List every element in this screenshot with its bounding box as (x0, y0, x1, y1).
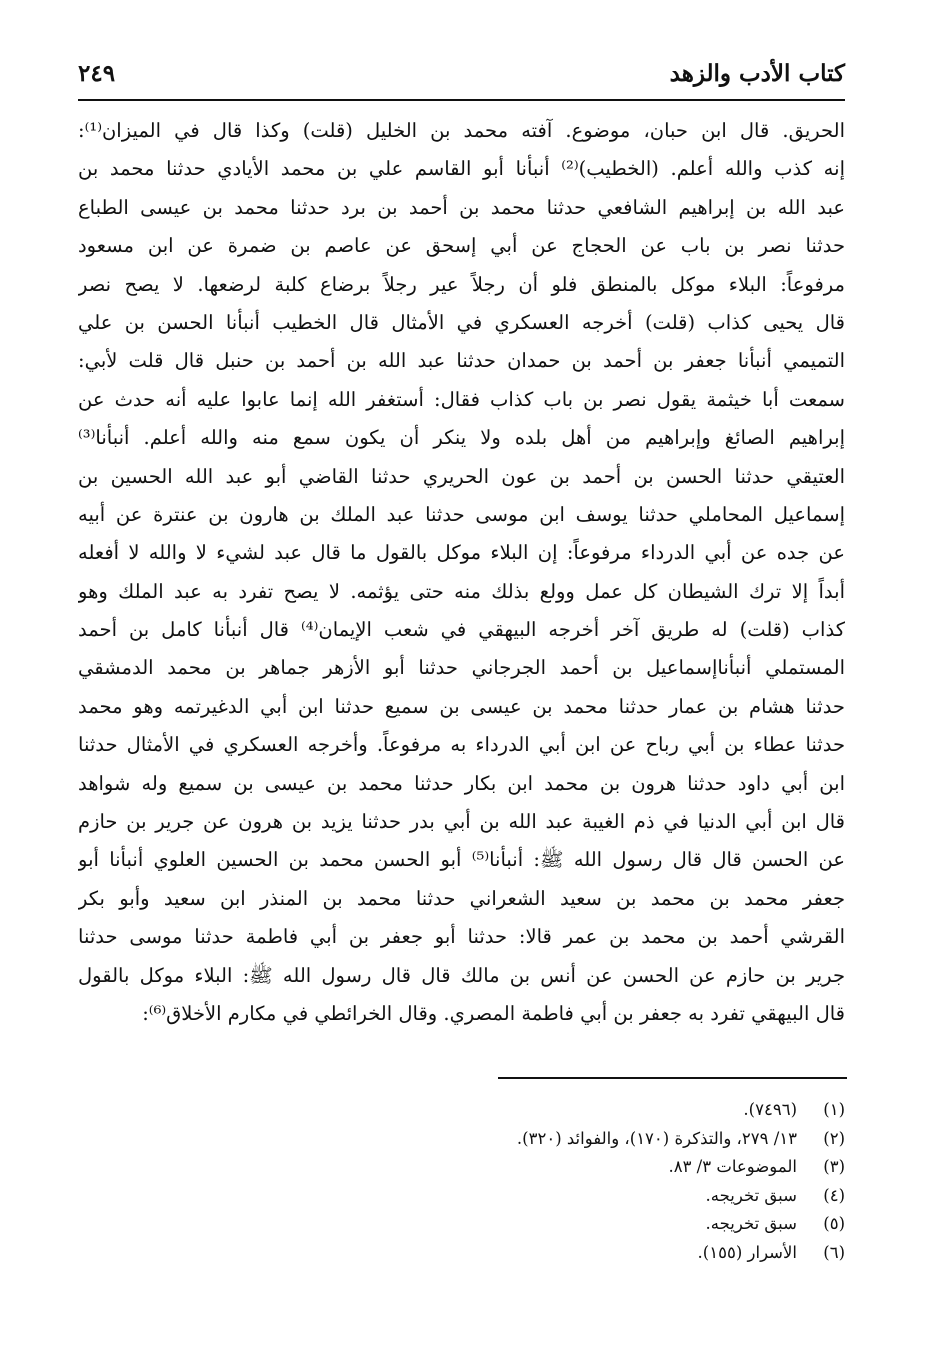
footnote-text: الموضوعات ٣/ ٨٣. (668, 1157, 797, 1176)
footnote-number: (٢) (823, 1128, 845, 1148)
footnote-number: (٤) (823, 1185, 845, 1205)
footnote-number: (٥) (823, 1214, 845, 1233)
text-line: الحريق. قال ابن حبان، موضوع. آفته محمد بن الخليل (قلت) وكذا قال في الميزان⁽¹⁾: (78, 119, 845, 142)
text-line: حدثنا هشام بن عمار حدثنا محمد بن عيسى بن سميع حدثنا ابن أبي الدغيرتمه وهو محمد (78, 694, 845, 718)
page-header (78, 56, 845, 96)
footnote (345, 1125, 845, 1154)
footnote (345, 1210, 845, 1239)
text-line: جرير بن حازم عن الحسن عن أنس بن مالك قال قال رسول الله ﷺ: البلاء موكل بالقول (78, 963, 845, 987)
footnote-text: سبق تخريجه. (705, 1214, 797, 1233)
text-line: إسماعيل المحاملي حدثنا يوسف ابن موسى حدثنا عبد الملك بن هارون بن عنترة عن أبيه (78, 502, 845, 526)
text-line: حدثنا عطاء بن أبي رباح عن ابن أبي الدرداء به مرفوعاً. وأخرجه العسكري في الأمثال حدثنا (78, 733, 845, 757)
footnote-number: (١) (823, 1100, 845, 1119)
header-rule (78, 99, 845, 101)
footnotes (345, 1096, 845, 1267)
text-line: إنه كذب والله أعلم. (الخطيب)⁽²⁾ أنبأنا أبو القاسم علي بن محمد الأيادي حدثنا محمد بن (78, 157, 845, 181)
footnote-text: سبق تخريجه. (705, 1185, 797, 1205)
text-line: أبداً إلا ترك الشيطان كل عمل وولع بذلك منه حتى يؤثمه. لا يصح تفرد به عبد الملك وهو (78, 579, 845, 603)
text-line: التميمي أنبأنا جعفر بن أحمد بن حمدان حدثنا عبد الله بن أحمد بن حنبل قال قلت لأبي: (78, 349, 845, 373)
text-line: قال البيهقي تفرد به جعفر بن أبي فاطمة المصري. وقال الخرائطي في مكارم الأخلاق⁽⁶⁾: (142, 1001, 845, 1025)
page-number: ٢٤٩ (78, 60, 116, 87)
text-line: عبد الله بن إبراهيم الشافعي حدثنا محمد بن أحمد بن برد حدثنا محمد بن عيسى الطباع (78, 195, 845, 219)
main-text (78, 112, 845, 1033)
running-title: كتاب الأدب والزهد (669, 60, 845, 87)
footnote (345, 1096, 845, 1125)
footnote-text: الأسرار (١٥٥). (697, 1242, 797, 1262)
footnote-text: ١٣/ ٢٧٩، والتذكرة (١٧٠)، والفوائد (٣٢٠). (516, 1128, 797, 1148)
text-line: قال يحيى كذاب (قلت) أخرجه العسكري في الأمثال قال الخطيب أنبأنا الحسن بن علي (78, 310, 845, 334)
text-line: المستملي أنبأناإسماعيل بن أحمد الجرجاني حدثنا أبو الأزهر جماهر بن محمد الدمشقي (78, 656, 845, 680)
text-line: مرفوعاً: البلاء موكل بالمنطق فلو أن رجلاً عير رجلاً برضاع كلبة لرضعها. لا يصح نصر (78, 272, 845, 296)
text-line: ابن أبي داود حدثنا هرون بن محمد ابن بكار حدثنا محمد بن عيسى بن سميع وله شواهد (78, 771, 845, 795)
text-line: قال ابن أبي الدنيا في ذم الغيبة عبد الله بن أبي بدر حدثنا يزيد بن هرون عن جرير بن حازم (78, 810, 845, 834)
text-line: جعفر محمد بن محمد بن سعيد الشعراني حدثنا محمد بن المنذر ابن سعيد وأبو بكر (78, 886, 845, 910)
text-line: القرشي أحمد بن محمد بن عمر قالا: حدثنا أبو جعفر بن أبي فاطمة حدثنا موسى حدثنا (78, 925, 845, 949)
footnote (345, 1239, 845, 1268)
footnote (345, 1153, 845, 1182)
text-line: حدثنا نصر بن باب عن الحجاج عن أبي إسحق عن عاصم بن ضمرة عن ابن مسعود (78, 234, 845, 258)
footnote-number: (٣) (823, 1157, 845, 1176)
text-line: العتيقي حدثنا الحسن بن أحمد بن عون الحريري حدثنا القاضي أبو عبد الله الحسين بن (78, 464, 845, 488)
text-line: عن جده عن أبي الدرداء مرفوعاً: إن البلاء موكل بالقول ما قال عبد لشيء لا والله لا أفعله (78, 541, 845, 565)
text-line: سمعت أبا خيثمة يقول نصر بن باب كذاب فقال: أستغفر الله إنما عابوا عليه أنه حدث عن (78, 387, 845, 411)
footnote (345, 1182, 845, 1211)
footnote-text: (٧٤٩٦). (743, 1100, 797, 1119)
footnote-separator (498, 1077, 847, 1079)
text-line: كذاب (قلت) له طريق آخر أخرجه البيهقي في شعب الإيمان⁽⁴⁾ قال أنبأنا كامل بن أحمد (78, 618, 845, 642)
text-line: إبراهيم الصائغ وإبراهيم من أهل بلده ولا ينكر أن يكون سمع منه والله أعلم. أنبأنا⁽³⁾ (78, 426, 845, 450)
footnote-number: (٦) (823, 1242, 845, 1262)
text-line: عن الحسن قال قال رسول الله ﷺ: أنبأنا⁽⁵⁾ أبو الحسن محمد بن الحسين العلوي أنبأنا أبو (78, 848, 845, 872)
